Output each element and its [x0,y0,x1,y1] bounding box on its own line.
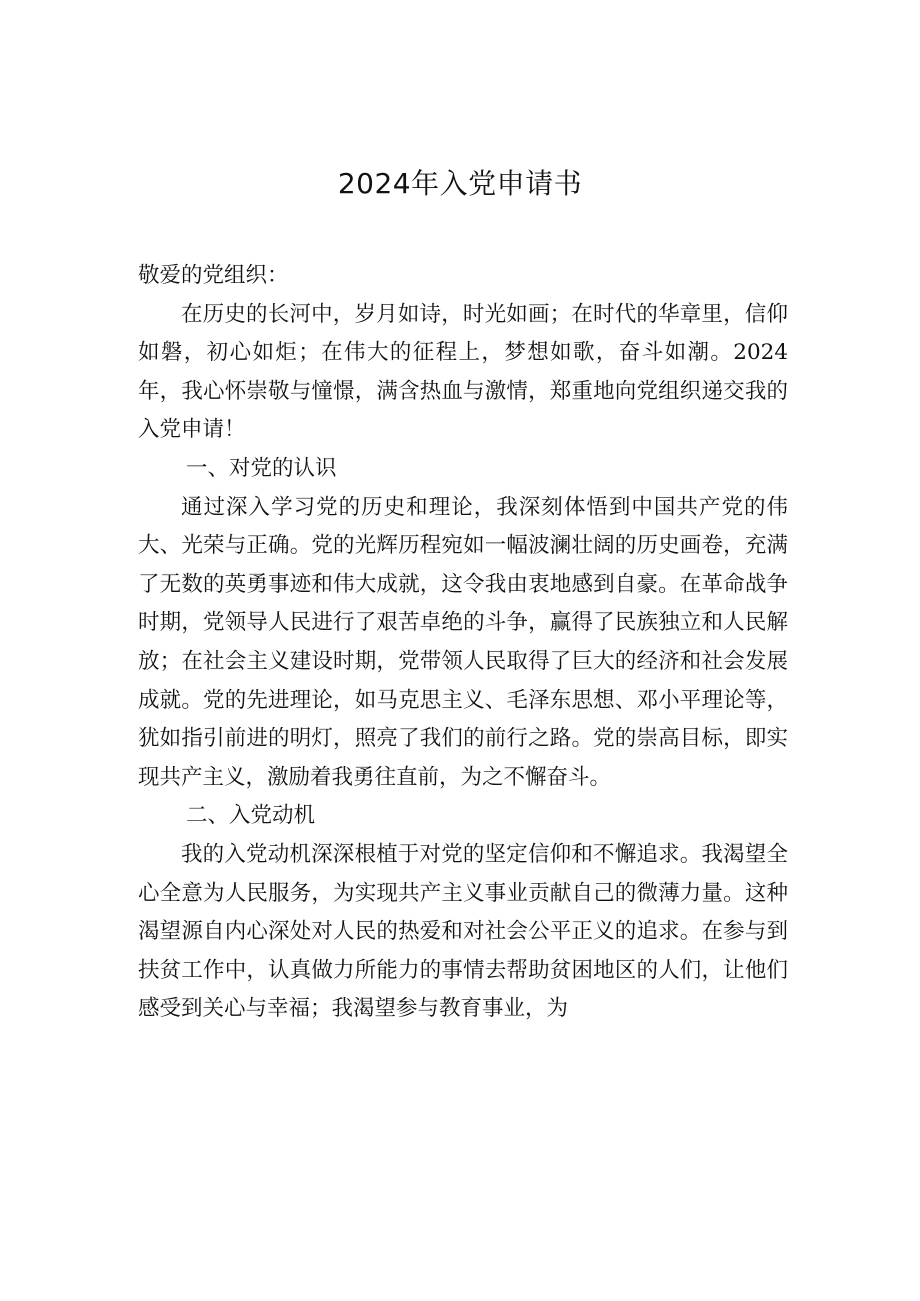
document-title: 2024年入党申请书 [337,167,583,200]
section-heading-understanding: 一、对党的认识 [186,455,337,481]
section-paragraph-motivation: 我的入党动机深深根植于对党的坚定信仰和不懈追求。我渴望全心全意为人民服务，为实现共产主义事业贡献自己的微薄力量。这种渴望源自内心深处对人民的热爱和对社会公平正义的追求。在参与到扶贫工作中，认真做力所能力的事情去帮助贫困地区的人们，让他们感受到关心与幸福；我渴望参与教育事业，为 [138,841,788,1022]
section-paragraph-understanding: 通过深入学习党的历史和理论，我深刻体悟到中国共产党的伟大、光荣与正确。党的光辉历程宛如一幅波澜壮阔的历史画卷，充满了无数的英勇事迹和伟大成就，这令我由衷地感到自豪。在革命战争时期，党领导人民进行了艰苦卓绝的斗争，赢得了民族独立和人民解放；在社会主义建设时期，党带领人民取得了巨大的经济和社会发展成就。党的先进理论，如马克思主义、毛泽东思想、邓小平理论等，犹如指引前进的明灯，照亮了我们的前行之路。党的崇高目标，即实现共产主义，激励着我勇往直前，为之不懈奋斗。 [138,494,788,790]
document-body [138,257,788,1029]
section-heading-motivation: 二、入党动机 [186,803,316,829]
intro-paragraph: 在历史的长河中，岁月如诗，时光如画；在时代的华章里，信仰如磐，初心如炬；在伟大的征程上，梦想如歌，奋斗如潮。2024年，我心怀崇敬与憧憬，满含热血与激情，郑重地向党组织递交我的入党申请！ [138,301,788,443]
salutation: 敬爱的党组织： [138,263,289,288]
